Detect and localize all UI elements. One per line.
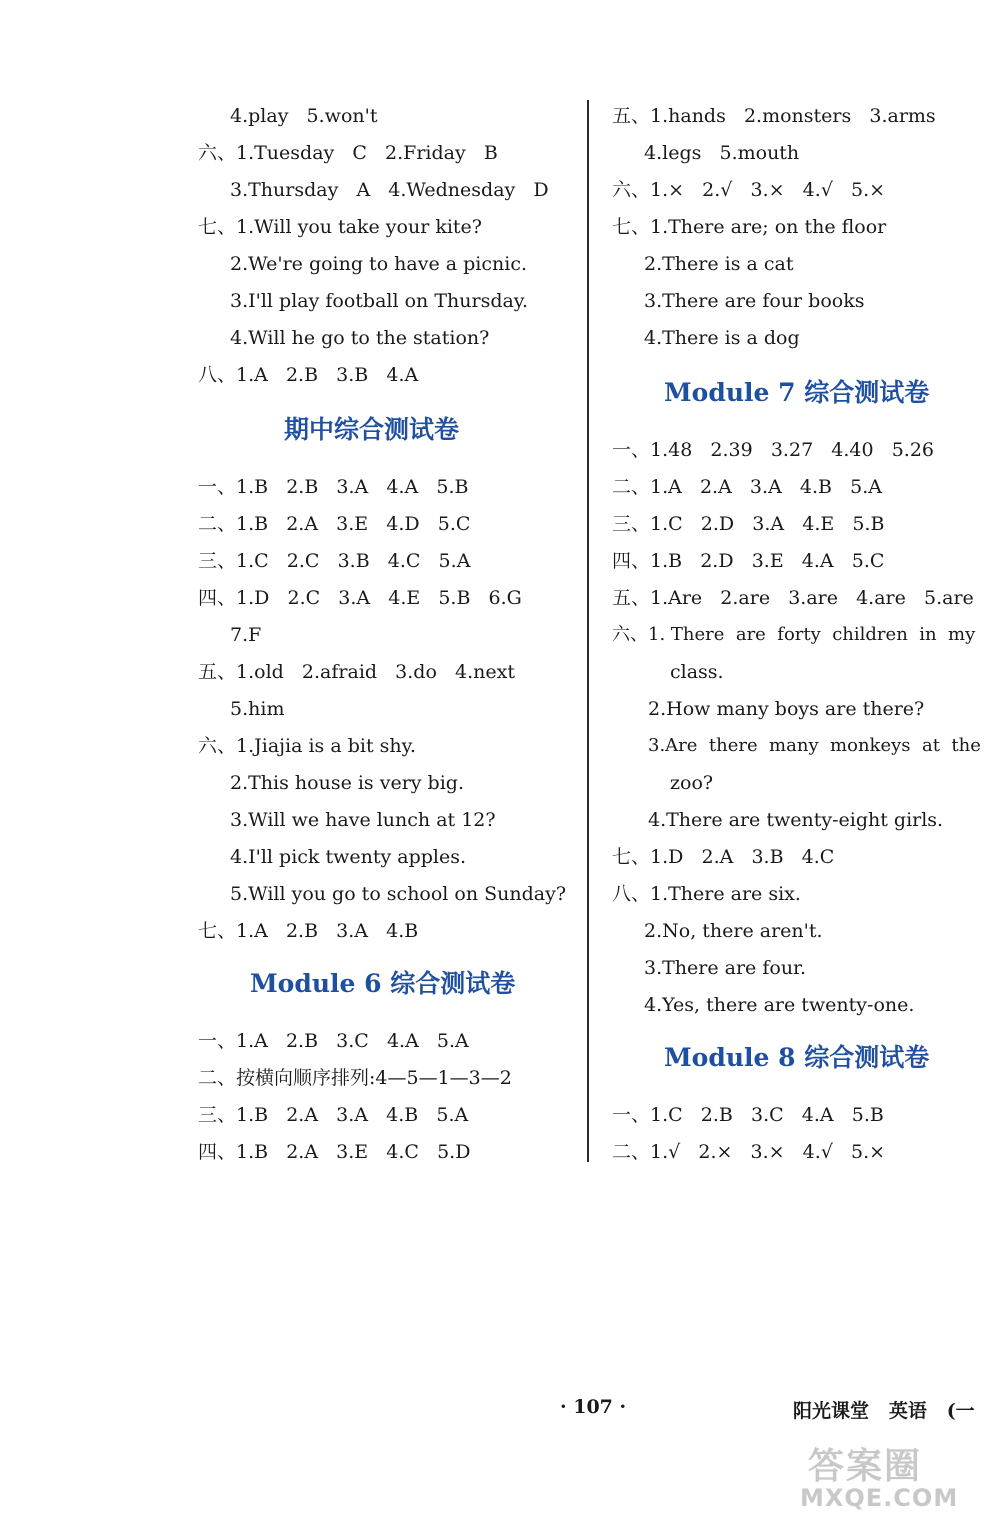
answer-line: 七、1.There are; on the floor — [612, 216, 887, 238]
answer-line: 一、1.C 2.B 3.C 4.A 5.B — [612, 1104, 884, 1126]
answer-line: 八、1.A 2.B 3.B 4.A — [198, 364, 419, 386]
answer-line: 2.There is a cat — [644, 253, 794, 275]
answer-line: 3.Are there many monkeys at the — [648, 735, 981, 756]
answer-line: 2.No, there aren't. — [644, 920, 823, 942]
answer-line: 2.This house is very big. — [230, 772, 464, 794]
answer-line: 四、1.D 2.C 3.A 4.E 5.B 6.G — [198, 587, 522, 609]
answer-line: 三、1.B 2.A 3.A 4.B 5.A — [198, 1104, 469, 1126]
answer-line: 二、1.B 2.A 3.E 4.D 5.C — [198, 513, 471, 535]
answer-line: 5.Will you go to school on Sunday? — [230, 883, 567, 905]
section-heading-module-7: Module 7 综合测试卷 — [664, 378, 930, 407]
answer-line: 4.play 5.won't — [230, 105, 378, 127]
page-number: · 107 · — [560, 1396, 627, 1418]
answer-line: 七、1.Will you take your kite? — [198, 216, 482, 238]
watermark-logo: 答案圈 — [808, 1446, 923, 1487]
column-divider — [587, 100, 589, 1162]
answer-line: 7.F — [230, 624, 262, 646]
watermark — [800, 1438, 959, 1512]
answer-line: 八、1.There are six. — [612, 883, 801, 905]
watermark-url: MXQE.COM — [800, 1484, 959, 1512]
answer-line: 5.him — [230, 698, 285, 720]
answer-line: 六、1. There are forty children in my — [612, 624, 976, 645]
answer-line: 4.legs 5.mouth — [644, 142, 800, 164]
answer-line: 2.How many boys are there? — [648, 698, 925, 720]
answer-line: 四、1.B 2.A 3.E 4.C 5.D — [198, 1141, 471, 1163]
answer-line: 五、1.hands 2.monsters 3.arms — [612, 105, 936, 127]
answer-line: 六、1.Jiajia is a bit shy. — [198, 735, 416, 757]
answer-line: 五、1.Are 2.are 3.are 4.are 5.are — [612, 587, 974, 609]
answer-line: 二、1.A 2.A 3.A 4.B 5.A — [612, 476, 882, 498]
section-heading-midterm: 期中综合测试卷 — [284, 415, 460, 444]
answer-line: 4.Yes, there are twenty-one. — [644, 994, 915, 1016]
answer-line: 三、1.C 2.C 3.B 4.C 5.A — [198, 550, 471, 572]
answer-line: 一、1.48 2.39 3.27 4.40 5.26 — [612, 439, 934, 461]
answer-line: 3.There are four. — [644, 957, 807, 979]
answer-line: 2.We're going to have a picnic. — [230, 253, 527, 275]
answer-line: 五、1.old 2.afraid 3.do 4.next — [198, 661, 515, 683]
answer-line: 二、1.√ 2.× 3.× 4.√ 5.× — [612, 1141, 886, 1163]
answer-line: 一、1.B 2.B 3.A 4.A 5.B — [198, 476, 469, 498]
answer-line: 4.Will he go to the station? — [230, 327, 490, 349]
answer-line: 六、1.Tuesday C 2.Friday B — [198, 142, 498, 164]
answer-line: zoo? — [670, 772, 714, 794]
answer-line: 3.Will we have lunch at 12? — [230, 809, 496, 831]
answer-line: 3.There are four books — [644, 290, 865, 312]
answer-line: 3.Thursday A 4.Wednesday D — [230, 179, 549, 201]
answer-line: 七、1.A 2.B 3.A 4.B — [198, 920, 419, 942]
answer-line: 七、1.D 2.A 3.B 4.C — [612, 846, 835, 868]
answer-line: 四、1.B 2.D 3.E 4.A 5.C — [612, 550, 885, 572]
answer-line: 4.There are twenty-eight girls. — [648, 809, 944, 831]
answer-line: class. — [670, 661, 724, 683]
section-heading-module-8: Module 8 综合测试卷 — [664, 1043, 930, 1072]
answer-line: 3.I'll play football on Thursday. — [230, 290, 529, 312]
answer-line: 三、1.C 2.D 3.A 4.E 5.B — [612, 513, 885, 535]
section-heading-module-6: Module 6 综合测试卷 — [250, 969, 516, 998]
answer-line: 二、按横向顺序排列:4—5—1—3—2 — [198, 1067, 512, 1089]
answer-line: 六、1.× 2.√ 3.× 4.√ 5.× — [612, 179, 886, 201]
answer-line: 一、1.A 2.B 3.C 4.A 5.A — [198, 1030, 469, 1052]
answer-line: 4.There is a dog — [644, 327, 800, 349]
book-title: 阳光课堂 英语 (一 — [793, 1400, 975, 1422]
answer-line: 4.I'll pick twenty apples. — [230, 846, 467, 868]
